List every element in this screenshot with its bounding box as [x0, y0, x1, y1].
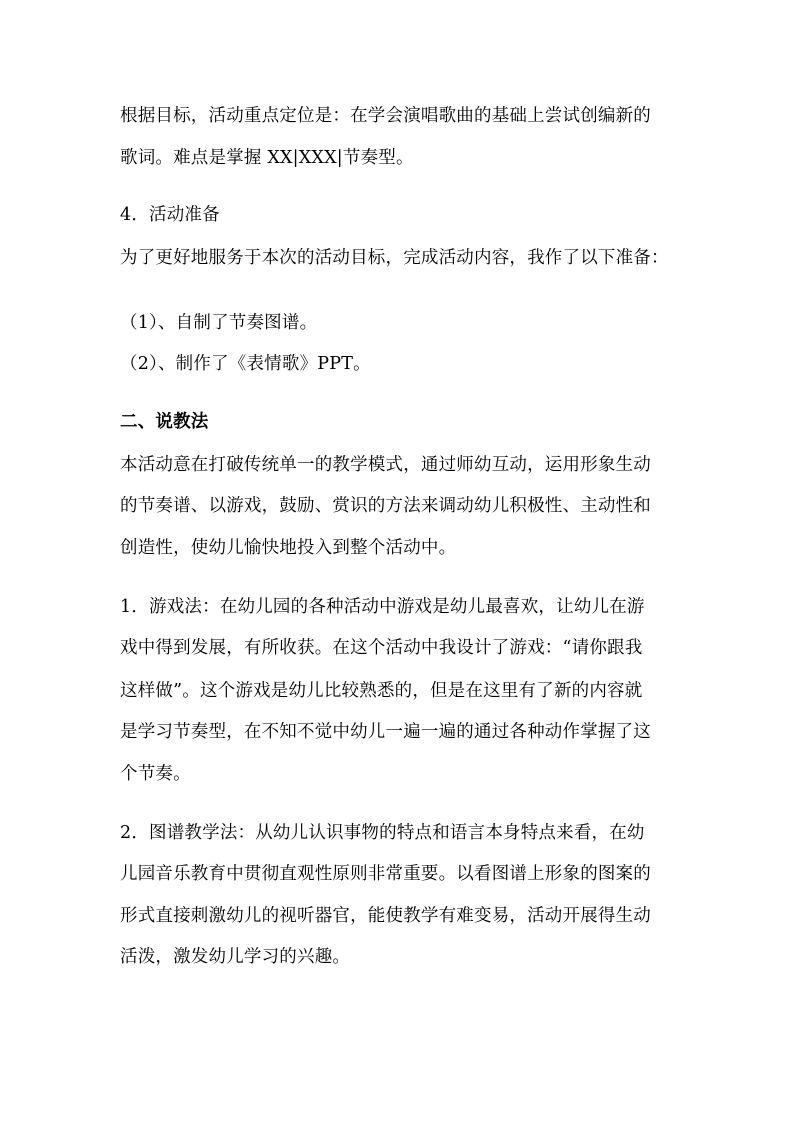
paragraph-line: 创造性，使幼儿愉快地投入到整个活动中。 — [120, 538, 457, 558]
paragraph-line: 是学习节奏型，在不知不觉中幼儿一遍一遍的通过各种动作掌握了这 — [120, 722, 651, 742]
paragraph-line: 1．游戏法：在幼儿园的各种活动中游戏是幼儿最喜欢，让幼儿在游 — [120, 597, 645, 617]
paragraph-line: 戏中得到发展，有所收获。在这个活动中我设计了游戏：“请你跟我 — [120, 638, 643, 658]
paragraph-line: 活泼，激发幼儿学习的兴趣。 — [120, 947, 351, 967]
paragraph-line: 个节奏。 — [120, 764, 191, 784]
paragraph-line: 为了更好地服务于本次的活动目标，完成活动内容，我作了以下准备： — [120, 248, 669, 268]
paragraph-line: 这样做”。这个游戏是幼儿比较熟悉的，但是在这里有了新的内容就 — [120, 681, 643, 701]
section-heading-teaching-methods: 二、说教法 — [120, 412, 209, 432]
paragraph-line: 形式直接刺激幼儿的视听器官，能使教学有难变易，活动开展得生动 — [120, 906, 651, 926]
subheading-activity-preparation: 4．活动准备 — [120, 205, 220, 225]
paragraph-line: 根据目标，活动重点定位是：在学会演唱歌曲的基础上尝试创编新的 — [120, 106, 651, 126]
paragraph-line: 2．图谱教学法：从幼儿认识事物的特点和语言本身特点来看，在幼 — [120, 823, 645, 843]
list-item: （1）、自制了节奏图谱。 — [120, 313, 318, 333]
paragraph-line: 的节奏谱、以游戏，鼓励、赏识的方法来调动幼儿积极性、主动性和 — [120, 496, 651, 516]
list-item: （2）、制作了《表情歌》PPT。 — [120, 354, 371, 374]
paragraph-line: 儿园音乐教育中贯彻直观性原则非常重要。以看图谱上形象的图案的 — [120, 864, 651, 884]
paragraph-line: 本活动意在打破传统单一的教学模式，通过师幼互动，运用形象生动 — [120, 455, 651, 475]
paragraph-line: 歌词。难点是掌握 XX|XXX|节奏型。 — [120, 148, 414, 168]
